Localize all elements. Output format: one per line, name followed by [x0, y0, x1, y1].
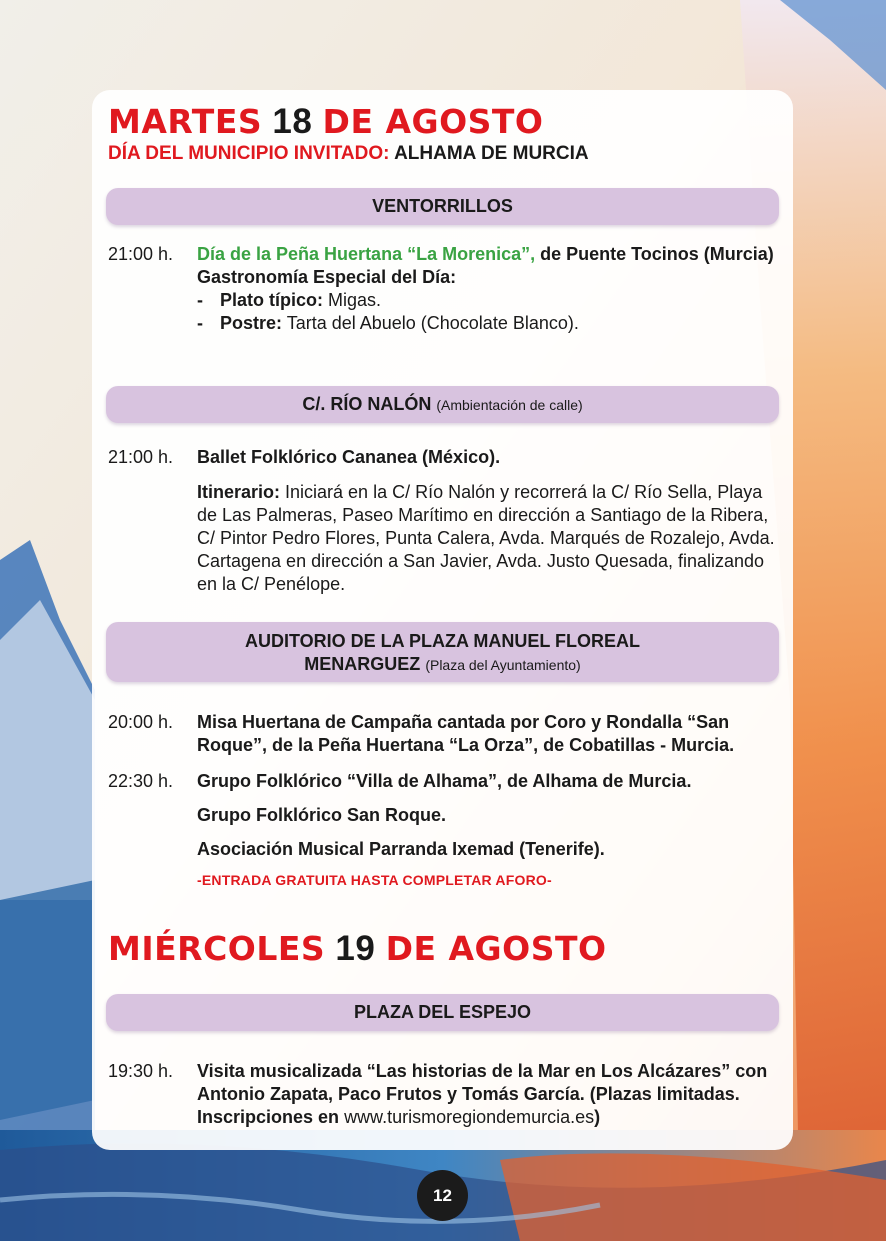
event-highlight: Día de la Peña Huertana “La Morenica”, — [197, 244, 536, 264]
day-month: DE AGOSTO — [322, 102, 544, 141]
day-heading-miercoles — [108, 929, 607, 969]
day-month: DE AGOSTO — [385, 929, 607, 968]
day-weekday: MIÉRCOLES — [108, 929, 326, 968]
postre-value: Tarta del Abuelo (Chocolate Blanco). — [282, 313, 579, 333]
postre-label: Postre: — [220, 313, 283, 333]
gastronomy-label: Gastronomía Especial del Día: — [197, 267, 457, 287]
section-note: (Ambientación de calle) — [436, 397, 583, 413]
event-line: Grupo Folklórico San Roque. — [197, 805, 447, 825]
event-line: Asociación Musical Parranda Ixemad (Tenerife). — [197, 839, 605, 859]
section-header-rio-nalon — [106, 386, 779, 423]
event-text — [197, 446, 775, 596]
itinerary-label: Itinerario: — [197, 482, 281, 502]
plato-label: Plato típico: — [220, 290, 323, 310]
itinerary-text: Iniciará en la C/ Río Nalón y recorrerá la C/ Río Sella, Playa de Las Palmeras, Paseo Marítimo en dirección a Santiago de la Ribera, C/ Pintor Pedro Flores, Punta Calera, Avda. Marqués de Rozalejo, Avda. Cartagena en dirección a San Javier, Avda. Justo Quesada, finalizando en la C/ Penélope. — [197, 482, 775, 594]
page-number: 12 — [417, 1170, 468, 1221]
event-text — [197, 770, 775, 892]
event-line: Grupo Folklórico “Villa de Alhama”, de Alhama de Murcia. — [197, 771, 692, 791]
section-header-ventorrillos — [106, 188, 779, 225]
section-title: VENTORRILLOS — [372, 196, 513, 216]
event-time: 20:00 h. — [108, 712, 174, 732]
section-note: (Plaza del Ayuntamiento) — [425, 657, 581, 673]
event-description: Visita musicalizada “Las historias de la Mar en Los Alcázares” con Antonio Zapata, Paco Frutos y Tomás García. (Plazas limitadas. Inscripciones en — [197, 1061, 768, 1127]
list-item: - Postre: Tarta del Abuelo (Chocolate Blanco). — [197, 313, 579, 333]
event-time: 22:30 h. — [108, 771, 174, 791]
event-text: Misa Huertana de Campaña cantada por Coro y Rondalla “San Roque”, de la Peña Huertana “La Orza”, de Cobatillas - Murcia. — [197, 712, 735, 755]
section-title: C/. RÍO NALÓN — [302, 394, 432, 414]
day-weekday: MARTES — [108, 102, 263, 141]
invited-label: DÍA DEL MUNICIPIO INVITADO: — [108, 143, 390, 164]
event-title: Ballet Folklórico Cananea (México). — [197, 447, 501, 467]
day-number: 18 — [272, 102, 313, 141]
event-time: 21:00 h. — [108, 447, 174, 467]
inscription-url[interactable]: www.turismoregiondemurcia.es — [344, 1107, 595, 1127]
event-text — [197, 243, 775, 335]
event-text: Visita musicalizada “Las historias de la Mar en Los Alcázares” con Antonio Zapata, Paco Frutos y Tomás García. (Plazas limitadas. Inscripciones en www.turismoregiondemurcia.es) — [197, 1061, 768, 1127]
section-title-line1: AUDITORIO DE LA PLAZA MANUEL FLOREAL — [245, 631, 640, 651]
invited-value: ALHAMA DE MURCIA — [394, 143, 589, 164]
event-time: 19:30 h. — [108, 1061, 174, 1081]
plato-value: Migas. — [323, 290, 382, 310]
list-item: - Plato típico: Migas. — [197, 290, 382, 310]
event-time: 21:00 h. — [108, 244, 174, 264]
section-title: PLAZA DEL ESPEJO — [353, 1002, 532, 1022]
section-title-line2: MENARGUEZ — [304, 654, 421, 674]
section-header-auditorio — [106, 622, 779, 682]
event-location: de Puente Tocinos (Murcia) — [535, 244, 774, 264]
section-header-plaza-espejo — [106, 994, 779, 1031]
itinerary — [197, 481, 775, 596]
day-number: 19 — [335, 929, 376, 968]
invited-municipality — [108, 143, 589, 165]
free-entry-notice: -ENTRADA GRATUITA HASTA COMPLETAR AFORO- — [197, 872, 552, 888]
day-heading-martes — [108, 102, 543, 142]
